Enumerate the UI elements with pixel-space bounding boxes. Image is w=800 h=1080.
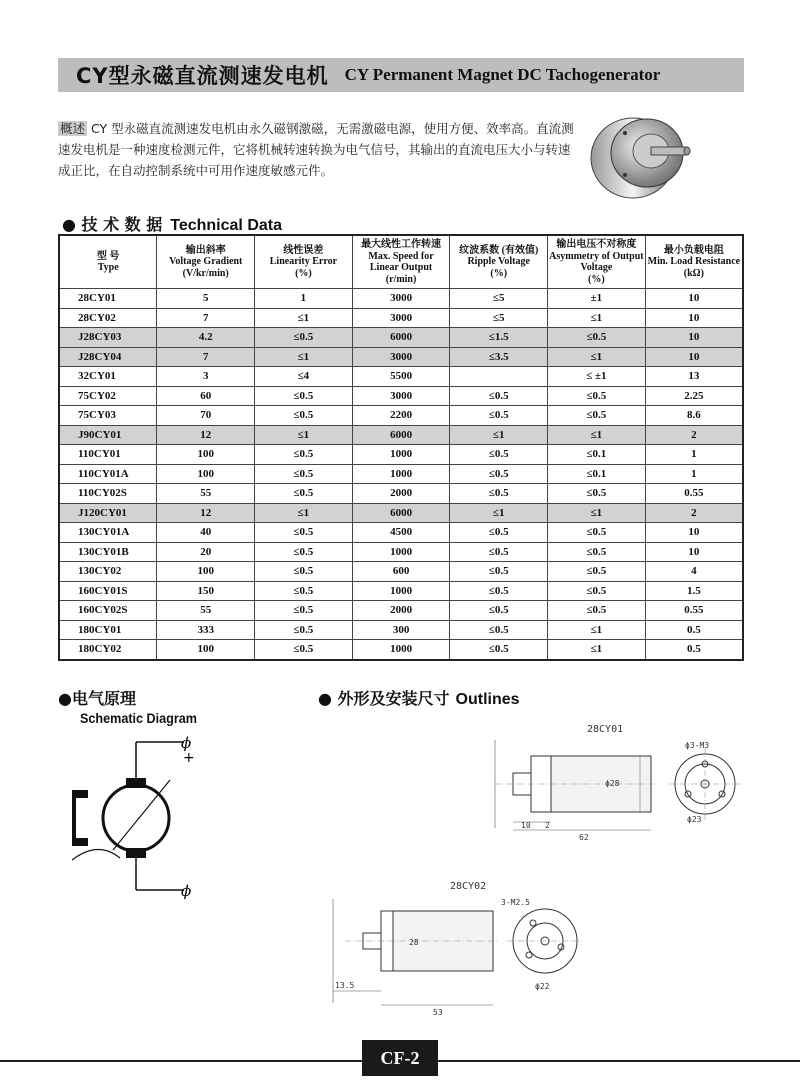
terminal-bottom-phi: ϕ [181,882,192,900]
cell-rv: ≤1 [450,425,548,445]
cell-as: ≤1 [548,640,646,660]
cell-type: J120CY01 [59,503,157,523]
cell-le: ≤0.5 [255,601,353,621]
cell-rv: ≤0.5 [450,464,548,484]
cell-ms: 6000 [352,425,450,445]
cell-rv: ≤3.5 [450,347,548,367]
cell-type: J28CY04 [59,347,157,367]
cell-vg: 100 [157,562,255,582]
cell-mr: 10 [645,308,743,328]
cell-ms: 1000 [352,445,450,465]
cell-rv [450,367,548,387]
cell-le: ≤1 [255,425,353,445]
table-row [59,289,743,309]
cell-le: ≤4 [255,367,353,387]
cell-le: ≤0.5 [255,542,353,562]
cell-type: 130CY01A [59,523,157,543]
drawing1-dim-3: 62 [579,833,589,842]
table-row [59,347,743,367]
cell-mr: 10 [645,542,743,562]
cell-vg: 333 [157,620,255,640]
cell-as: ≤0.5 [548,562,646,582]
title-en: CY Permanent Magnet DC Tachogenerator [344,65,661,84]
column-header-4 [450,235,548,289]
spec-table [58,234,744,661]
drawing2-dim-5: 3-M2.5 [501,898,530,907]
cell-le: ≤0.5 [255,464,353,484]
drawing2-dim-3: 28 [409,938,419,947]
cell-mr: 10 [645,289,743,309]
cell-vg: 12 [157,425,255,445]
cell-le: ≤0.5 [255,406,353,426]
plus-sign: + [183,750,195,766]
cell-ms: 2200 [352,406,450,426]
cell-as: ≤0.1 [548,464,646,484]
column-header-unit: (%) [490,267,508,279]
cell-mr: 8.6 [645,406,743,426]
drawing2-dim-1: 13.5 [335,981,355,990]
intro-text: CY 型永磁直流测速发电机由永久磁钢激磁，无需激磁电源，使用方便、效率高。直流测速发电机是一种速度检测元件，它将机械转速转换为电气信号，其输出的直流电压大小与转速成正比，在自动控制系统中可用作速度敏感元件。 [58,121,574,178]
cell-rv: ≤0.5 [450,620,548,640]
table-row [59,562,743,582]
cell-vg: 100 [157,445,255,465]
drawing1-model: 28CY01 [587,724,624,735]
cell-rv: ≤1 [450,503,548,523]
cell-le: ≤0.5 [255,640,353,660]
column-header-unit: (%) [295,267,312,279]
cell-vg: 20 [157,542,255,562]
column-header-en: Min. Load Resistance [647,256,741,268]
cell-ms: 3000 [352,289,450,309]
cell-as: ≤1 [548,425,646,445]
cell-rv: ≤0.5 [450,601,548,621]
cell-as: ≤0.5 [548,406,646,426]
cell-mr: 2 [645,425,743,445]
table-row [59,464,743,484]
table-row [59,367,743,387]
cell-le: ≤0.5 [255,523,353,543]
cell-type: 180CY01 [59,620,157,640]
table-row [59,620,743,640]
cell-vg: 60 [157,386,255,406]
cell-le: ≤1 [255,503,353,523]
table-row [59,308,743,328]
cell-type: 75CY03 [59,406,157,426]
drawing2-dim-2: 53 [433,1008,443,1017]
cell-as: ≤1 [548,620,646,640]
cell-vg: 12 [157,503,255,523]
column-header-6 [645,235,743,289]
cell-mr: 10 [645,523,743,543]
cell-vg: 7 [157,347,255,367]
column-header-unit: (%) [588,273,605,285]
tachogenerator-photo [585,103,703,203]
cell-rv: ≤0.5 [450,562,548,582]
outline-drawing-28cy02 [305,875,595,1020]
column-header-en: Max. Speed for Linear Output [368,250,434,273]
cell-mr: 10 [645,347,743,367]
column-header-unit: (r/min) [385,273,417,285]
schematic-subheading: Schematic Diagram [80,710,197,726]
cell-as: ≤0.1 [548,445,646,465]
cell-type: 160CY01S [59,581,157,601]
cell-le: 1 [255,289,353,309]
cell-vg: 40 [157,523,255,543]
cell-le: ≤0.5 [255,328,353,348]
table-row [59,640,743,660]
cell-vg: 100 [157,640,255,660]
outline-drawing-28cy01 [455,718,755,848]
column-header-cn: 型 号 [96,250,120,262]
table-body [59,289,743,660]
column-header-3 [352,235,450,289]
table-row [59,445,743,465]
cell-as: ≤0.5 [548,328,646,348]
column-header-cn: 线性误差 [283,244,324,256]
cell-ms: 2000 [352,484,450,504]
cell-vg: 3 [157,367,255,387]
cell-as: ≤1 [548,347,646,367]
cell-type: 110CY01 [59,445,157,465]
cell-type: 130CY01B [59,542,157,562]
cell-ms: 1000 [352,640,450,660]
technical-data-heading [62,212,282,235]
cell-type: 28CY01 [59,289,157,309]
column-header-cn: 输出电压不对称度 [556,239,637,250]
cell-rv: ≤0.5 [450,445,548,465]
cell-rv: ≤0.5 [450,406,548,426]
cell-ms: 6000 [352,328,450,348]
title-bar [58,58,744,92]
title-cn: CY型永磁直流测速发电机 [76,64,329,88]
column-header-0 [59,235,157,289]
terminal-top-phi: ϕ [181,734,192,752]
cell-mr: 13 [645,367,743,387]
cell-type: 110CY02S [59,484,157,504]
column-header-cn: 纹波系数 (有效值) [459,244,539,256]
table-row [59,601,743,621]
cell-vg: 5 [157,289,255,309]
drawing1-dim-1: 10 [521,821,531,830]
cell-type: 110CY01A [59,464,157,484]
column-header-en: Ripple Voltage [467,256,530,268]
cell-le: ≤0.5 [255,445,353,465]
intro-paragraph [58,118,578,181]
cell-vg: 7 [157,308,255,328]
table-row [59,523,743,543]
cell-mr: 2.25 [645,386,743,406]
table-row [59,425,743,445]
cell-type: 160CY02S [59,601,157,621]
drawing1-dim-2: 2 [545,821,550,830]
outlines-heading [318,686,520,709]
cell-le: ≤1 [255,308,353,328]
cell-ms: 6000 [352,503,450,523]
cell-mr: 2 [645,503,743,523]
cell-le: ≤0.5 [255,484,353,504]
column-header-cn: 输出斜率 [185,244,226,256]
table-header [59,235,743,289]
schematic-diagram [58,730,218,910]
column-header-2 [255,235,353,289]
column-header-1 [157,235,255,289]
cell-type: 75CY02 [59,386,157,406]
intro-tag: 概述 [60,121,86,136]
outlines-cn: ● 外形及安装尺寸 [318,689,450,708]
column-header-unit: (kΩ) [683,267,704,279]
cell-rv: ≤5 [450,308,548,328]
cell-rv: ≤0.5 [450,386,548,406]
cell-as: ≤0.5 [548,581,646,601]
cell-rv: ≤0.5 [450,484,548,504]
cell-rv: ≤5 [450,289,548,309]
column-header-en: Voltage Gradient [169,256,243,268]
cell-type: J90CY01 [59,425,157,445]
drawing1-dim-6: ϕ3-M3 [685,741,710,750]
cell-rv: ≤0.5 [450,523,548,543]
cell-as: ±1 [548,289,646,309]
cell-rv: ≤0.5 [450,581,548,601]
column-header-5 [548,235,646,289]
cell-vg: 4.2 [157,328,255,348]
cell-as: ≤0.5 [548,523,646,543]
cell-ms: 4500 [352,523,450,543]
cell-mr: 1.5 [645,581,743,601]
cell-rv: ≤0.5 [450,640,548,660]
cell-as: ≤1 [548,308,646,328]
cell-ms: 3000 [352,347,450,367]
cell-ms: 300 [352,620,450,640]
drawing2-model: 28CY02 [450,881,487,892]
cell-vg: 55 [157,601,255,621]
column-header-cn: 最大线性工作转速 [361,239,442,250]
column-header-en: Linearity Error [269,256,338,268]
cell-as: ≤ ±1 [548,367,646,387]
cell-as: ≤0.5 [548,542,646,562]
cell-le: ≤0.5 [255,620,353,640]
cell-as: ≤0.5 [548,484,646,504]
table-row [59,386,743,406]
cell-type: J28CY03 [59,328,157,348]
cell-as: ≤0.5 [548,386,646,406]
column-header-unit: (V/kr/min) [182,267,229,279]
drawing1-dim-5: ϕ23 [687,815,702,824]
table-row [59,542,743,562]
cell-ms: 3000 [352,386,450,406]
column-header-en: Asymmetry of Output Voltage [549,250,644,273]
cell-type: 32CY01 [59,367,157,387]
cell-vg: 55 [157,484,255,504]
cell-type: 180CY02 [59,640,157,660]
cell-ms: 5500 [352,367,450,387]
cell-mr: 4 [645,562,743,582]
cell-mr: 1 [645,445,743,465]
table-row [59,581,743,601]
cell-as: ≤0.5 [548,601,646,621]
drawing2-dim-4: ϕ22 [535,982,550,991]
table-row [59,406,743,426]
cell-ms: 1000 [352,542,450,562]
cell-rv: ≤1.5 [450,328,548,348]
cell-mr: 1 [645,464,743,484]
cell-type: 28CY02 [59,308,157,328]
cell-mr: 0.5 [645,620,743,640]
cell-mr: 0.55 [645,601,743,621]
cell-ms: 1000 [352,581,450,601]
page-number: CF-2 [362,1040,438,1076]
cell-mr: 0.5 [645,640,743,660]
cell-le: ≤1 [255,347,353,367]
cell-ms: 2000 [352,601,450,621]
cell-le: ≤0.5 [255,581,353,601]
technical-data-en: Technical Data [170,217,282,234]
cell-ms: 3000 [352,308,450,328]
cell-rv: ≤0.5 [450,542,548,562]
cell-vg: 150 [157,581,255,601]
cell-vg: 70 [157,406,255,426]
technical-data-cn: ● 技 术 数 据 [62,215,163,234]
cell-le: ≤0.5 [255,562,353,582]
cell-ms: 600 [352,562,450,582]
outlines-en: Outlines [455,691,520,708]
cell-vg: 100 [157,464,255,484]
column-header-en: Type [97,262,119,273]
column-header-cn: 最小负载电阻 [663,244,724,256]
cell-ms: 1000 [352,464,450,484]
drawing1-dim-4: ϕ28 [605,779,620,788]
cell-type: 130CY02 [59,562,157,582]
cell-as: ≤1 [548,503,646,523]
table-row [59,484,743,504]
table-row [59,328,743,348]
cell-mr: 10 [645,328,743,348]
schematic-heading: ●电气原理 [58,689,136,708]
table-row [59,503,743,523]
cell-mr: 0.55 [645,484,743,504]
cell-le: ≤0.5 [255,386,353,406]
